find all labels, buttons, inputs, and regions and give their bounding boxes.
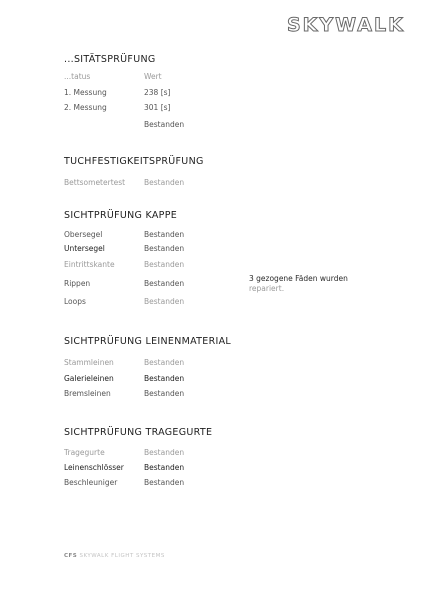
row-value: Bestanden <box>144 478 185 487</box>
row-value: Bestanden <box>144 463 185 472</box>
row-label: Untersegel <box>64 244 105 253</box>
logo: SKYWALK <box>287 14 405 36</box>
row-label: Tragegurte <box>64 448 105 457</box>
section-title-kappe: SICHTPRÜFUNG KAPPE <box>64 210 178 221</box>
row-value: Bestanden <box>144 389 185 398</box>
column-header-value: Wert <box>144 72 162 81</box>
row-label: Leinenschlösser <box>64 463 124 472</box>
row-label: Eintrittskante <box>64 260 115 269</box>
column-header-status: ...tatus <box>64 72 91 81</box>
table-row <box>64 178 264 190</box>
table-row <box>64 448 264 460</box>
row-value: Bestanden <box>144 448 185 457</box>
row-label: Stammleinen <box>64 358 114 367</box>
row-value: Bestanden <box>144 374 185 383</box>
table-row <box>64 88 264 100</box>
row-value: Bestanden <box>144 120 185 129</box>
row-label: Rippen <box>64 279 91 288</box>
table-row <box>64 358 264 370</box>
row-value: 238 [s] <box>144 88 171 97</box>
repair-note-line-1: 3 gezogene Fäden wurden <box>249 274 348 283</box>
table-row <box>64 120 264 132</box>
table-row <box>64 297 264 309</box>
row-value: Bestanden <box>144 178 185 187</box>
row-label: 1. Messung <box>64 88 107 97</box>
row-value: Bestanden <box>144 230 185 239</box>
table-row <box>64 478 264 490</box>
table-row <box>64 463 264 475</box>
row-label: Bremsleinen <box>64 389 111 398</box>
row-value: Bestanden <box>144 279 185 288</box>
row-value: Bestanden <box>144 260 185 269</box>
footer <box>64 553 165 559</box>
row-label: Loops <box>64 297 86 306</box>
table-header <box>64 72 264 84</box>
table-row <box>64 244 264 256</box>
table-row <box>64 260 264 272</box>
row-label: Obersegel <box>64 230 103 239</box>
section-title-gurte: SICHTPRÜFUNG TRAGEGURTE <box>64 427 213 438</box>
row-label: Galerieleinen <box>64 374 114 383</box>
row-value: Bestanden <box>144 297 185 306</box>
section-title-tuch: TUCHFESTIGKEITSPRÜFUNG <box>64 156 204 167</box>
table-row <box>64 279 264 291</box>
table-row <box>64 389 264 401</box>
row-label: Bettsometertest <box>64 178 126 187</box>
row-value: 301 [s] <box>144 103 171 112</box>
row-label: Beschleuniger <box>64 478 118 487</box>
footer-code: CFS <box>64 553 78 559</box>
section-title-porositaet: ...SITÄTSPRÜFUNG <box>64 54 156 65</box>
footer-text: SKYWALK FLIGHT SYSTEMS <box>79 553 165 559</box>
row-value: Bestanden <box>144 358 185 367</box>
row-value: Bestanden <box>144 244 185 253</box>
row-label: 2. Messung <box>64 103 107 112</box>
repair-note <box>249 274 369 294</box>
table-row <box>64 230 264 242</box>
repair-note-line-2: repariert. <box>249 284 285 293</box>
table-row <box>64 374 264 386</box>
section-title-leinen: SICHTPRÜFUNG LEINENMATERIAL <box>64 336 231 347</box>
table-row <box>64 103 264 115</box>
